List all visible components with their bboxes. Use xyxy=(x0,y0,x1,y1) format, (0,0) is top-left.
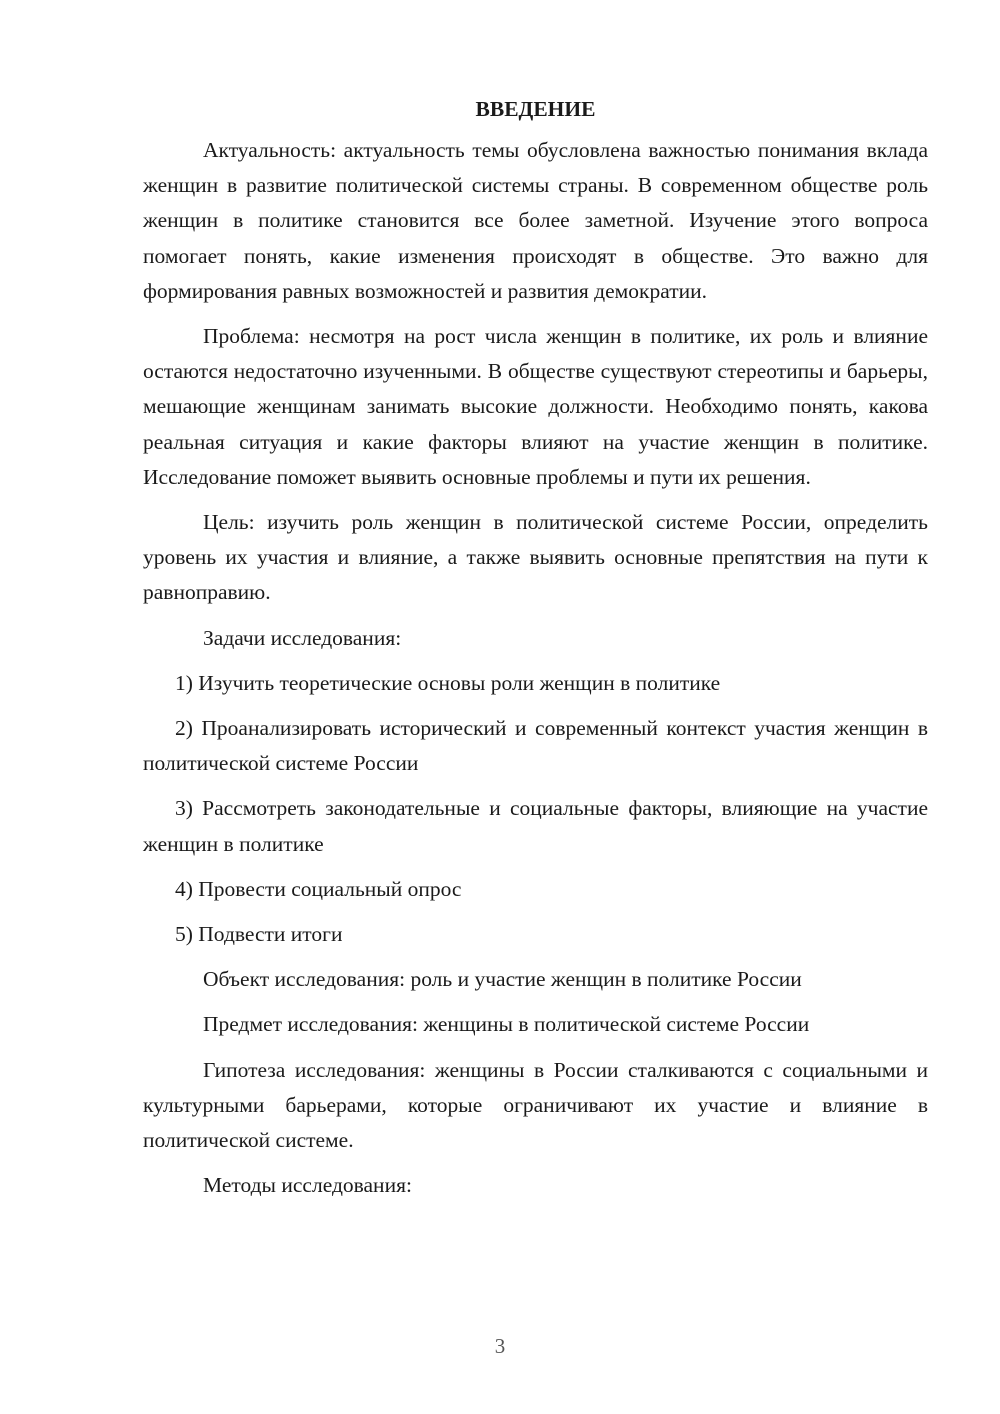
task-item-2: 2) Проанализировать исторический и современный контекст участия женщин в политической системе России xyxy=(143,716,928,776)
task-item-5: 5) Подвести итоги xyxy=(175,922,343,947)
paragraph-goal: Цель: изучить роль женщин в политической системе России, определить уровень их участия и влияние, а также выявить основные препятствия на пути к равноправию. xyxy=(143,510,928,605)
section-title: ВВЕДЕНИЕ xyxy=(475,97,596,121)
paragraph-hypothesis: Гипотеза исследования: женщины в России сталкиваются с социальными и культурными барьерами, которые ограничивают их участие и влияние в политической системе. xyxy=(143,1057,928,1153)
paragraph-problem: Проблема: несмотря на рост числа женщин в политике, их роль и влияние остаются недостаточно изученными. В обществе существуют стереотипы и барьеры, мешающие женщинам занимать высокие должности. Необходимо понять, какова реальная ситуация и какие факторы влияют на участие женщин в политике. Исследование поможет выявить основные проблемы и пути их решения. xyxy=(143,324,928,489)
task-item-1: 1) Изучить теоретические основы роли женщин в политике xyxy=(175,670,721,695)
paragraph-object: Объект исследования: роль и участие женщин в политике России xyxy=(203,967,802,992)
page-number: 3 xyxy=(494,1334,506,1358)
paragraph-actuality: Актуальность: актуальность темы обусловлена важностью понимания вклада женщин в развитие политической системы страны. В современном обществе роль женщин в политике становится все более заметной. Изучение этого вопроса помогает понять, какие изменения происходят в обществе. Это важно для формирования равных возможностей и развития демократии. xyxy=(143,138,928,303)
paragraph-subject: Предмет исследования: женщины в политической системе России xyxy=(203,1012,810,1037)
document-page xyxy=(143,92,928,1213)
methods-heading: Методы исследования: xyxy=(203,1173,412,1198)
task-item-4: 4) Провести социальный опрос xyxy=(175,876,462,901)
tasks-heading: Задачи исследования: xyxy=(203,625,402,650)
task-item-3: 3) Рассмотреть законодательные и социальные факторы, влияющие на участие женщин в политике xyxy=(143,796,928,856)
